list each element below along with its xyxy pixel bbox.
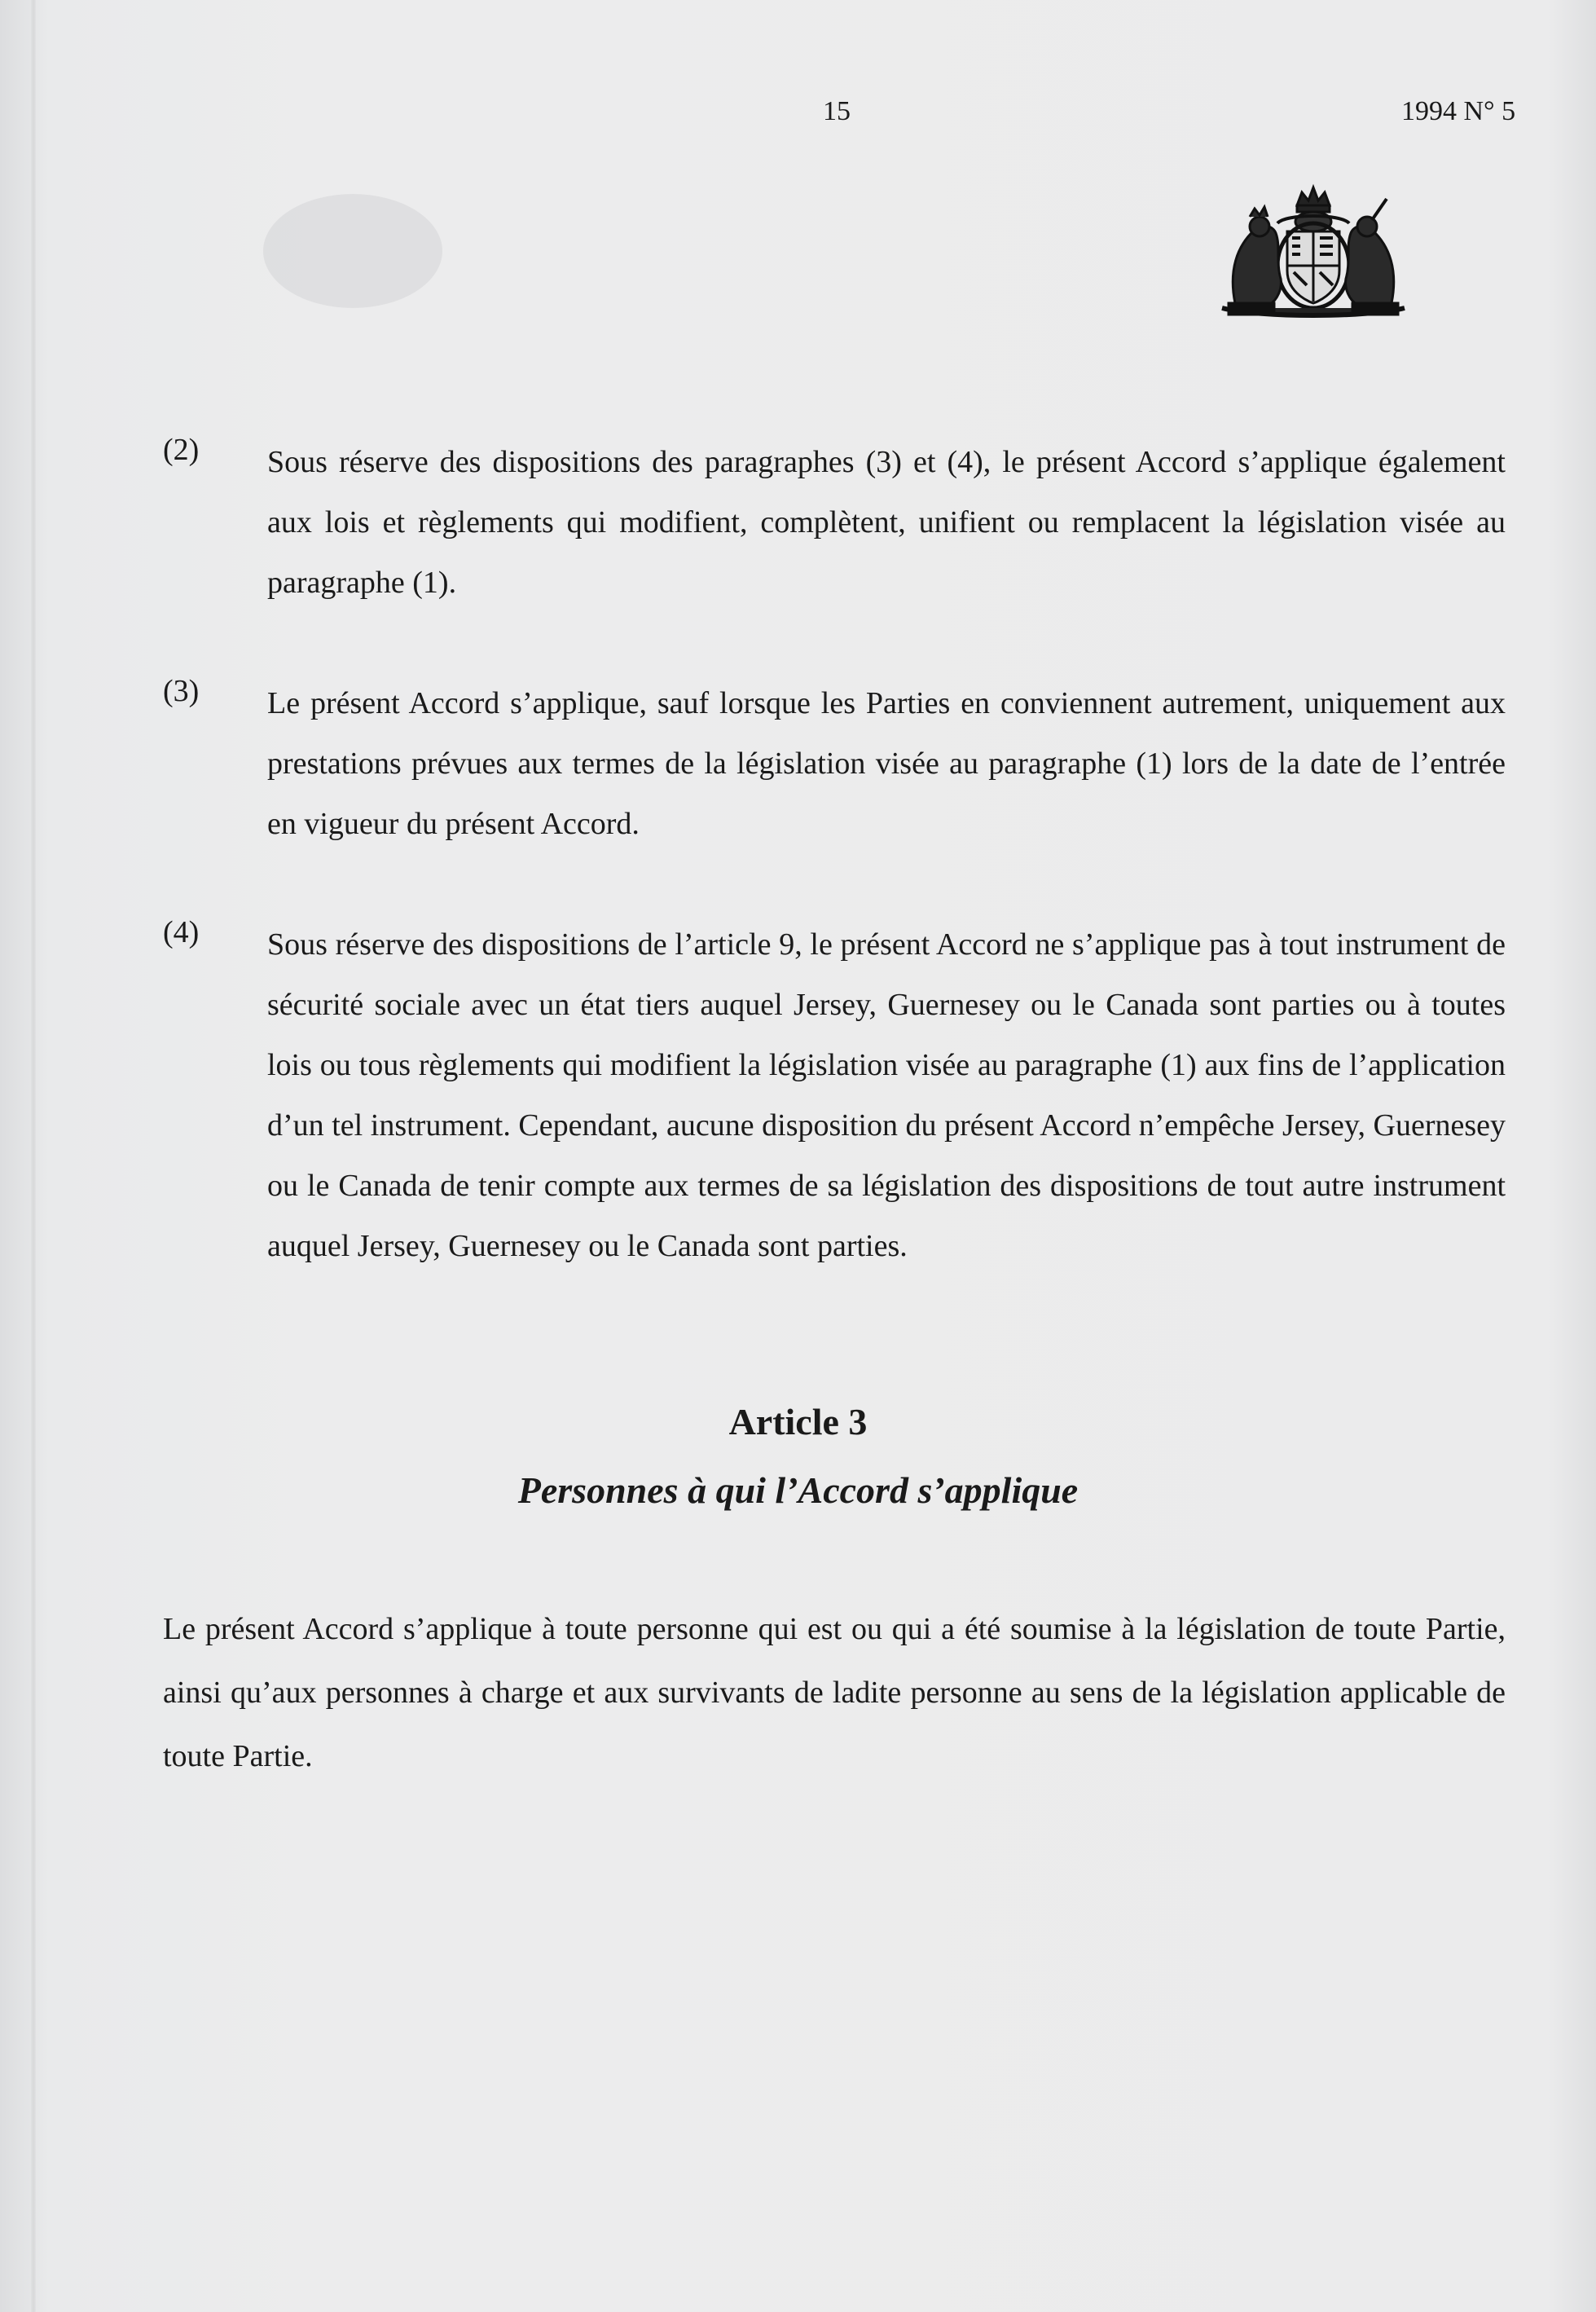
bleed-through-crest-icon bbox=[251, 178, 455, 316]
page-number: 15 bbox=[823, 96, 851, 126]
paragraph-number: (2) bbox=[163, 433, 200, 467]
royal-coat-of-arms-icon bbox=[1212, 181, 1414, 321]
paragraph-number: (3) bbox=[163, 674, 200, 708]
document-reference: 1994 N° 5 bbox=[1401, 96, 1516, 126]
paragraph-number: (4) bbox=[163, 915, 200, 949]
article-body: Le présent Accord s’applique à toute personne qui est ou qui a été soumise à la législation de toute Partie, ainsi qu’aux personnes à charge et aux survivants de ladite personne au sens de la législation applicable de toute Partie. bbox=[163, 1612, 1506, 1773]
paragraph-text: Le présent Accord s’applique, sauf lorsque les Parties en conviennent autrement, uniquement aux prestations prévues aux termes de la législation visée au paragraphe (1) lors de la date de l’entrée en vigueur du présent Accord. bbox=[267, 686, 1506, 841]
article-subtitle: Personnes à qui l’Accord s’applique bbox=[517, 1469, 1079, 1511]
paragraph-text: Sous réserve des dispositions de l’article 9, le présent Accord ne s’applique pas à tout instrument de sécurité sociale avec un état tiers auquel Jersey, Guernesey ou le Canada sont parties ou à toutes lois ou tous règlements qui modifient la législation visée au paragraphe (1) aux fins de l’application d’un tel instrument. Cependant, aucune disposition du présent Accord n’empêche Jersey, Guernesey ou le Canada de tenir compte aux termes de sa législation des dispositions de tout autre instrument auquel Jersey, Guernesey ou le Canada sont parties. bbox=[267, 927, 1506, 1263]
paragraph-text: Sous réserve des dispositions des paragraphes (3) et (4), le présent Accord s’applique également aux lois et règlements qui modifient, complètent, unifient ou remplacent la législation visée au paragraphe (1). bbox=[267, 445, 1506, 600]
page-fold-shadow bbox=[31, 0, 36, 2312]
article-title: Article 3 bbox=[728, 1401, 868, 1442]
